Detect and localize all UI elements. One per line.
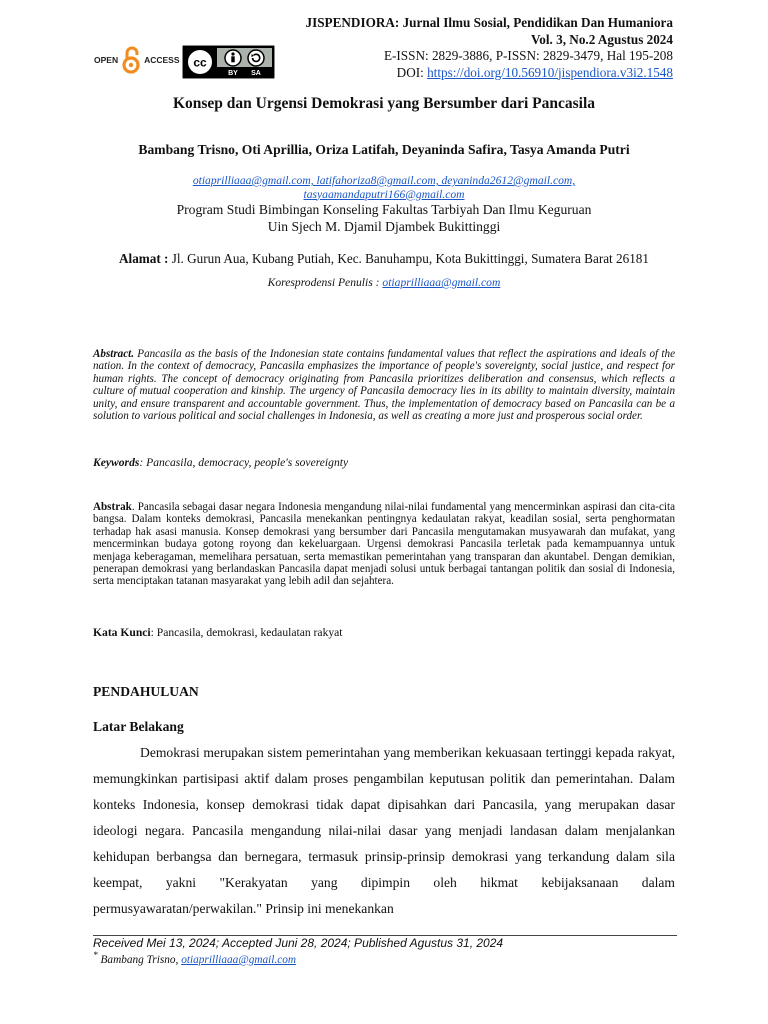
keywords-indonesian (93, 626, 343, 639)
author-emails-line-2[interactable]: tasyaamandaputri166@gmail.com (303, 187, 465, 201)
paper-title: Konsep dan Urgensi Demokrasi yang Bersumber dari Pancasila (172, 95, 596, 112)
abstract-indonesian-text: . Pancasila sebagai dasar negara Indonesia mengandung nilai-nilai fundamental yang mencerminkan aspirasi dan cita-cita bangsa. Dalam konteks demokrasi, Pancasila menekankan pentingnya kedaulatan rakyat, keadilan sosial, serta penghormatan terhadap hak asasi manusia. Konsep demokrasi yang bersumber dari Pancasila mengutamakan musyawarah dan mufakat, yang mencerminkan budaya gotong royong dan kekeluargaan. Urgensi demokrasi Pancasila terletak pada kemampuannya untuk menjaga keberagaman, memelihara persatuan, serta memastikan pemerintahan yang transparan dan akuntabel. Dengan demikian, penerapan demokrasi yang berlandaskan Pancasila dapat menjadi solusi untuk berbagai tantangan politik dan sosial di Indonesia, serta menciptakan tatanan masyarakat yang lebih adil dan sejahtera. (93, 501, 675, 588)
abstract-indonesian (93, 501, 675, 588)
author-emails-line-1[interactable]: otiaprilliaaa@gmail.com, latifahoriza8@gmail.com, deyaninda2612@gmail.com, (192, 174, 576, 187)
address (0, 251, 768, 267)
affiliation-line-1: Program Studi Bimbingan Konseling Fakultas Tarbiyah Dan Ilmu Keguruan (176, 202, 592, 217)
corresponding-label: Koresprodensi Penulis : (267, 276, 383, 289)
affiliation-line-2: Uin Sjech M. Djamil Djambek Bukittinggi (267, 219, 501, 234)
open-access-logo (94, 46, 180, 74)
open-access-label-left: OPEN (94, 55, 119, 65)
cc-by-label: BY (228, 70, 238, 77)
keywords-indonesian-text: : Pancasila, demokrasi, kedaulatan rakyat (150, 626, 343, 639)
keywords-english-text: : Pancasila, democracy, people's sovereignty (139, 456, 349, 469)
footnote-author-email[interactable]: otiaprilliaaa@gmail.com (181, 953, 297, 966)
footnote-mark: * (93, 951, 98, 961)
doi-link[interactable]: https://doi.org/10.56910/jispendiora.v3i2.1548 (427, 64, 673, 80)
journal-volume: Vol. 3, No.2 Agustus 2024 (530, 31, 673, 47)
journal-issn: E-ISSN: 2829-3886, P-ISSN: 2829-3479, Hal 195-208 (383, 48, 673, 63)
keywords-english-label: Keywords (93, 456, 140, 469)
journal-doi: DOI: https://doi.org/10.56910/jispendiora.v3i2.1548 (396, 64, 673, 80)
author-emails (0, 174, 768, 201)
abstract-english-text: Pancasila as the basis of the Indonesian state contains fundamental values that reflect the aspirations and ideals of the nation. In the context of democracy, Pancasila emphasizes the importance of people's sovereignty, social justice, and respect for human rights. The concept of democracy originating from Pancasila prioritizes deliberation and consensus, which reflects a culture of mutual cooperation and kinship. The urgency of Pancasila democracy lies in its ability to maintain diversity, maintain unity, and ensure transparent and accountable government. Thus, the implementation of democracy based on Pancasila can be a solution to various political and social challenges in Indonesia, as well as creating a more just and prosperous social order. (93, 348, 675, 423)
cc-license-icon (183, 46, 274, 78)
footnote-author (93, 951, 296, 966)
subsection-heading: Latar Belakang (93, 719, 184, 734)
keywords-english (93, 456, 348, 469)
open-lock-icon (122, 46, 140, 74)
address-text: Jl. Gurun Aua, Kubang Putiah, Kec. Banuhampu, Kota Bukittinggi, Sumatera Barat 26181 (168, 251, 649, 266)
open-access-label-right: ACCESS (144, 55, 180, 65)
cc-text: cc (193, 55, 207, 70)
address-label: Alamat : (119, 251, 169, 266)
corresponding-author (0, 276, 768, 289)
affiliation (0, 201, 768, 235)
cc-by-sa-badge (182, 45, 275, 79)
corresponding-email-link[interactable]: otiaprilliaaa@gmail.com (382, 276, 501, 289)
journal-name: JISPENDIORA: Jurnal Ilmu Sosial, Pendidikan Dan Humaniora (305, 15, 673, 30)
publication-dates: Received Mei 13, 2024; Accepted Juni 28, 2024; Published Agustus 31, 2024 (93, 936, 504, 950)
abstract-english (93, 348, 675, 422)
paper-authors: Bambang Trisno, Oti Aprillia, Oriza Latifah, Deyaninda Safira, Tasya Amanda Putri (138, 142, 630, 157)
abstract-indonesian-label: Abstrak (93, 501, 132, 513)
abstract-english-label: Abstract. (93, 348, 134, 360)
footnote-author-name: Bambang Trisno, (97, 953, 182, 966)
section-heading: PENDAHULUAN (93, 684, 199, 699)
body-paragraph: Demokrasi merupakan sistem pemerintahan yang memberikan kekuasaan tertinggi kepada rakyat, memungkinkan partisipasi aktif dalam proses pengambilan keputusan politik dan pemerintahan. Dalam konteks Indonesia, konsep demokrasi tidak dapat dipisahkan dari Pancasila, yang merupakan dasar ideologi negara. Pancasila mengandung nilai-nilai dasar yang menjadi landasan dalam menjalankan kehidupan berbangsa dan bernegara, termasuk prinsip-prinsip demokrasi yang terkandung dalam sila keempat, yakni "Kerakyatan yang dipimpin oleh hikmat kebijaksanaan dalam permusyawaratan/perwakilan." Prinsip ini menekankan (93, 745, 675, 916)
journal-header (306, 15, 674, 81)
keywords-indonesian-label: Kata Kunci (93, 626, 151, 639)
cc-sa-label: SA (251, 70, 261, 77)
